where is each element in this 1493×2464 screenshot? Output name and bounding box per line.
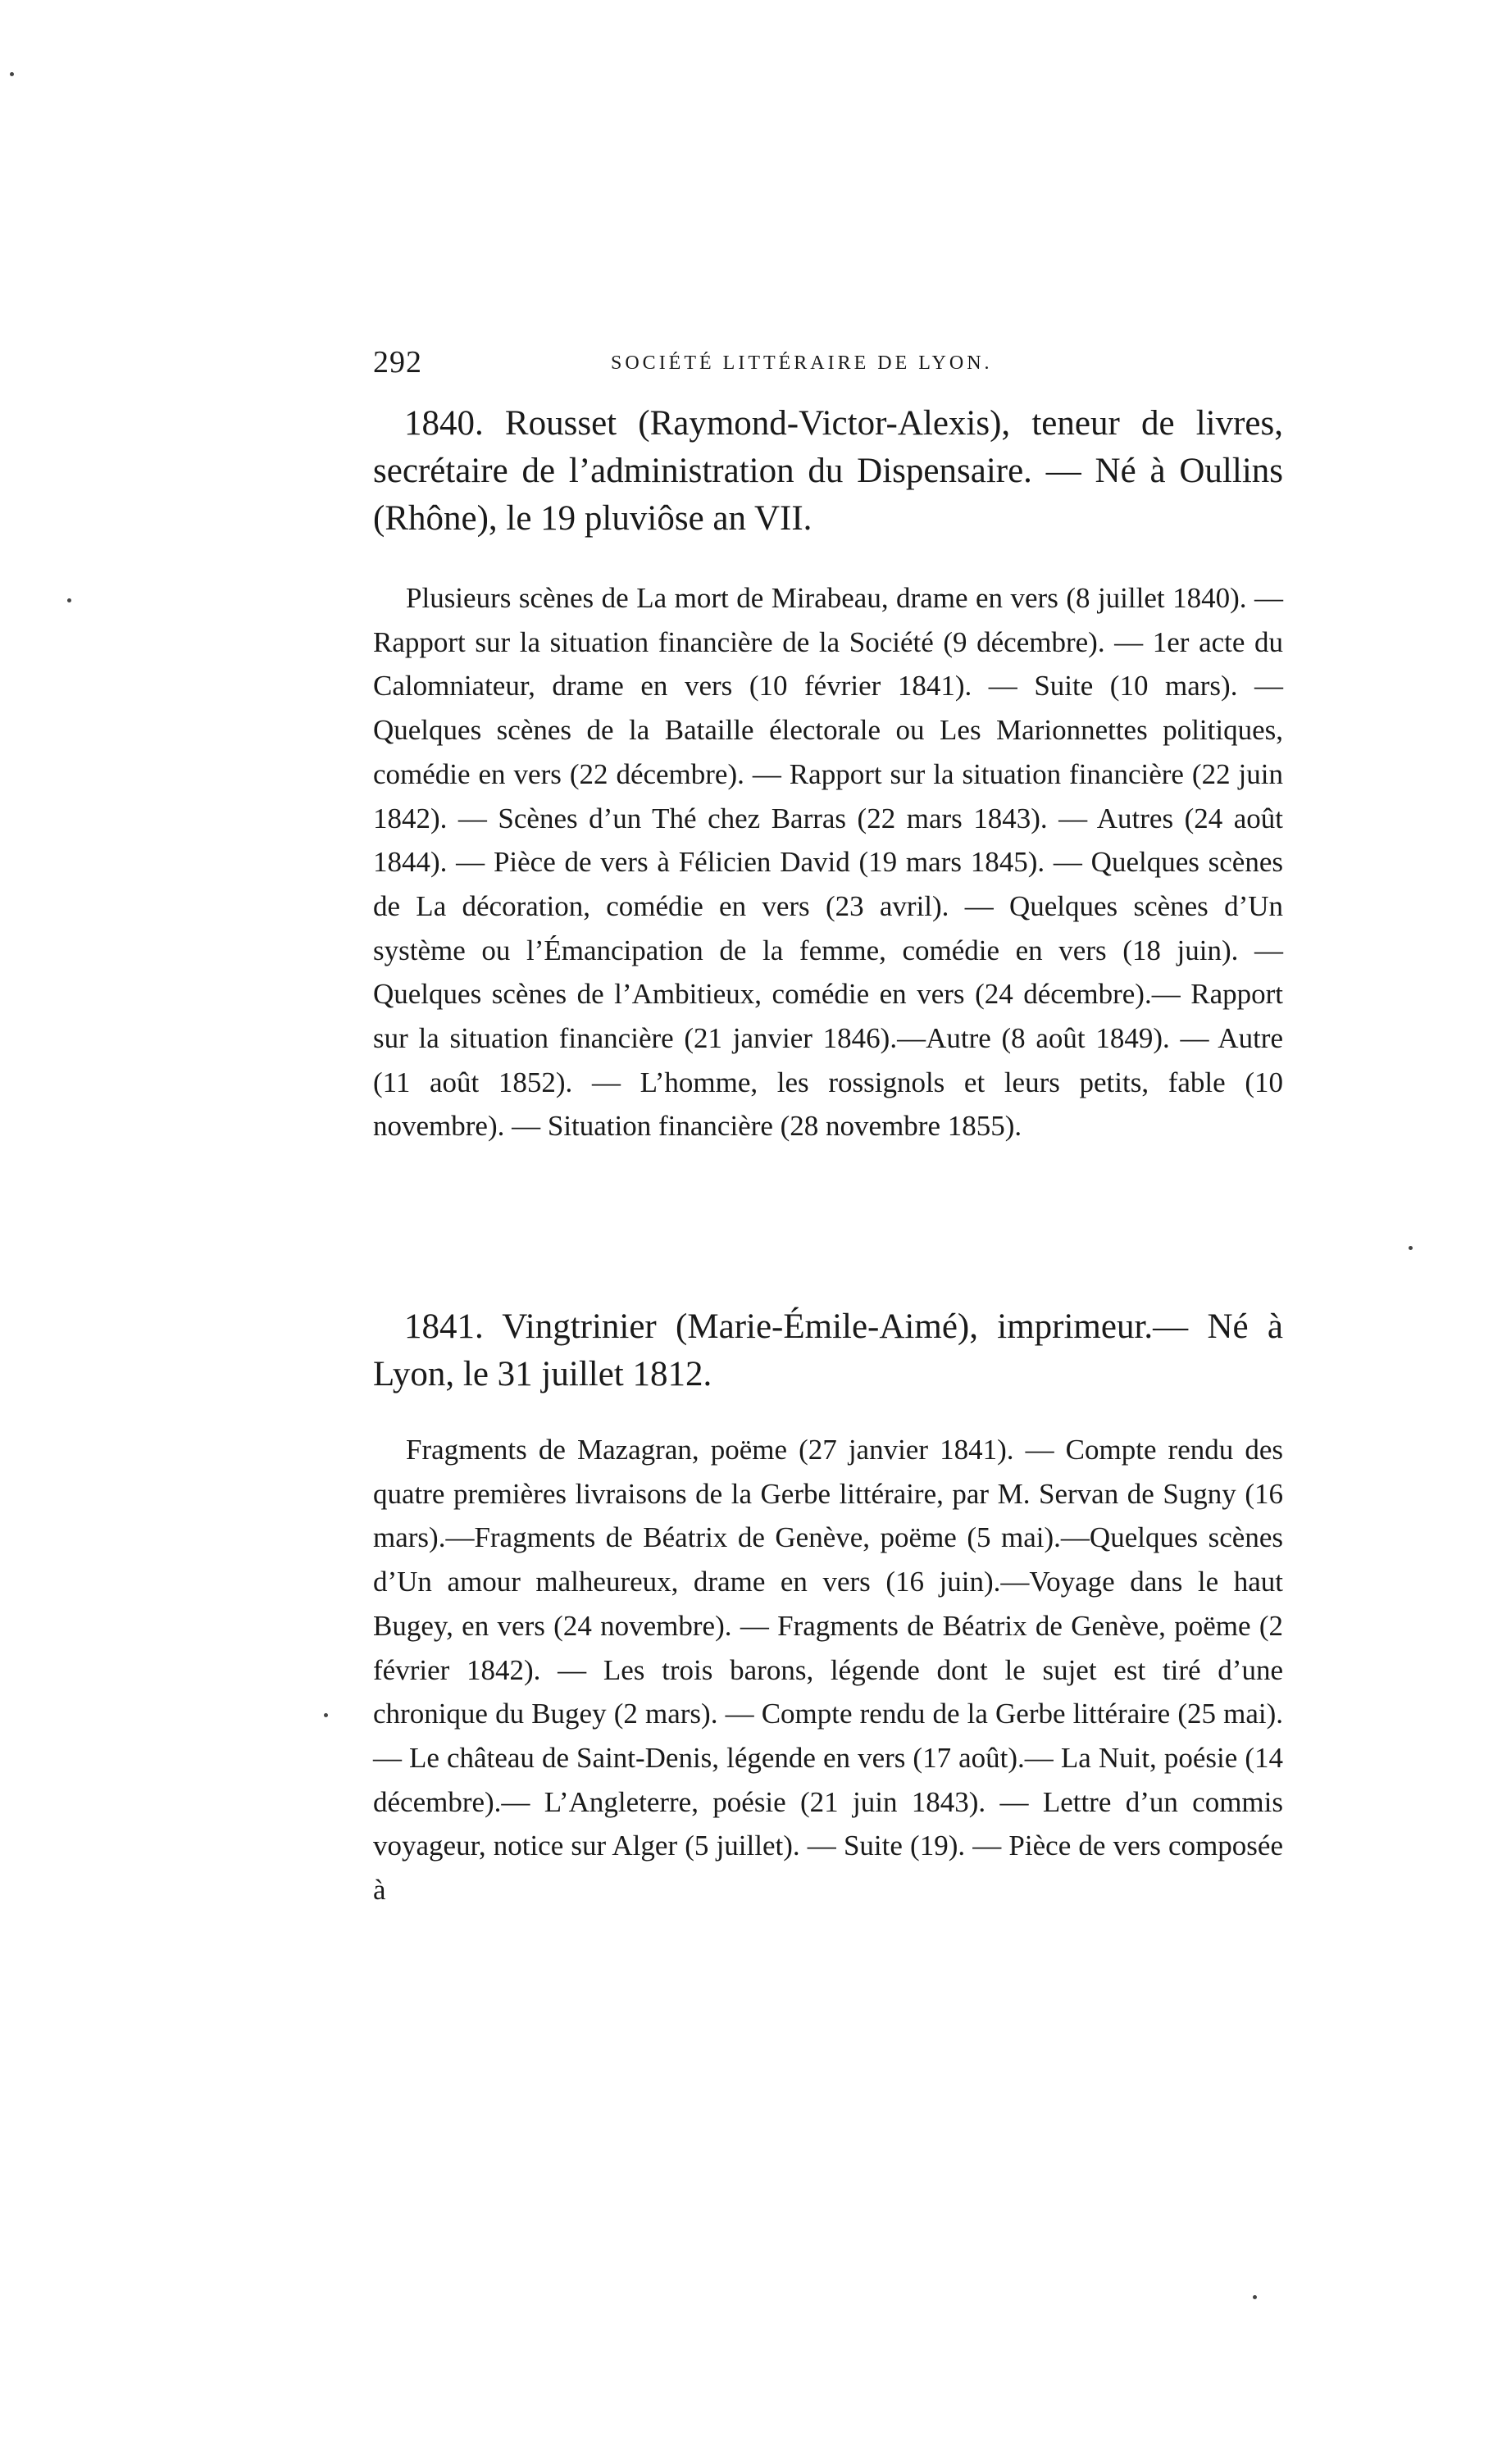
entry-body-1841 [373, 1428, 1283, 1912]
running-title: SOCIÉTÉ LITTÉRAIRE DE LYON. [611, 352, 993, 374]
entry-body-text: Plusieurs scènes de La mort de Mirabeau, drame en vers (8 juillet 1840). — Rapport sur la situation financière de la Société (9 décembre). — 1er acte du Calomniateur, drame en vers (10 février 1841). — Suite (10 mars). — Quelques scènes de la Bataille électorale ou Les Marionnettes politiques, comédie en vers (22 décembre). — Rapport sur la situation financière (22 juin 1842). — Scènes d’un Thé chez Barras (22 mars 1843). — Autres (24 août 1844). — Pièce de vers à Félicien David (19 mars 1845). — Quelques scènes de La décoration, comédie en vers (23 avril). — Quelques scènes d’Un système ou l’Émancipation de la femme, comédie en vers (18 juin). — Quelques scènes de l’Ambitieux, comédie en vers (24 décembre).— Rapport sur la situation financière (21 janvier 1846).—Autre (8 août 1849). — Autre (11 août 1852). — L’homme, les rossignols et leurs petits, fable (10 novembre). — Situation financière (28 novembre 1855). [373, 582, 1283, 1143]
scan-speck [1409, 1246, 1413, 1250]
entry-heading-1841 [373, 1303, 1283, 1398]
page-number: 292 [373, 345, 422, 380]
scan-speck [67, 598, 71, 602]
scan-speck [1253, 2295, 1257, 2299]
scan-speck [10, 72, 14, 76]
scan-speck [324, 1713, 328, 1717]
running-head [373, 344, 1283, 385]
entry-body-1840 [373, 576, 1283, 1148]
entry-heading-text: 1840. Rousset (Raymond-Victor-Alexis), teneur de livres, secrétaire de l’administration du Dispensaire. — Né à Oullins (Rhône), le 19 pluviôse an VII. [373, 404, 1283, 538]
entry-heading-1840 [373, 400, 1283, 543]
entry-body-text: Fragments de Mazagran, poëme (27 janvier 1841). — Compte rendu des quatre premières livraisons de la Gerbe littéraire, par M. Servan de Sugny (16 mars).—Fragments de Béatrix de Genève, poëme (5 mai).—Quelques scènes d’Un amour malheureux, drame en vers (16 juin).—Voyage dans le haut Bugey, en vers (24 novembre). — Fragments de Béatrix de Genève, poëme (2 février 1842). — Les trois barons, légende dont le sujet est tiré d’une chronique du Bugey (2 mars). — Compte rendu de la Gerbe littéraire (25 mai). — Le château de Saint-Denis, légende en vers (17 août).— La Nuit, poésie (14 décembre).— L’Angleterre, poésie (21 juin 1843). — Lettre d’un commis voyageur, notice sur Alger (5 juillet). — Suite (19). — Pièce de vers composée à [373, 1434, 1283, 1907]
entry-heading-text: 1841. Vingtrinier (Marie-Émile-Aimé), imprimeur.— Né à Lyon, le 31 juillet 1812. [373, 1307, 1283, 1393]
